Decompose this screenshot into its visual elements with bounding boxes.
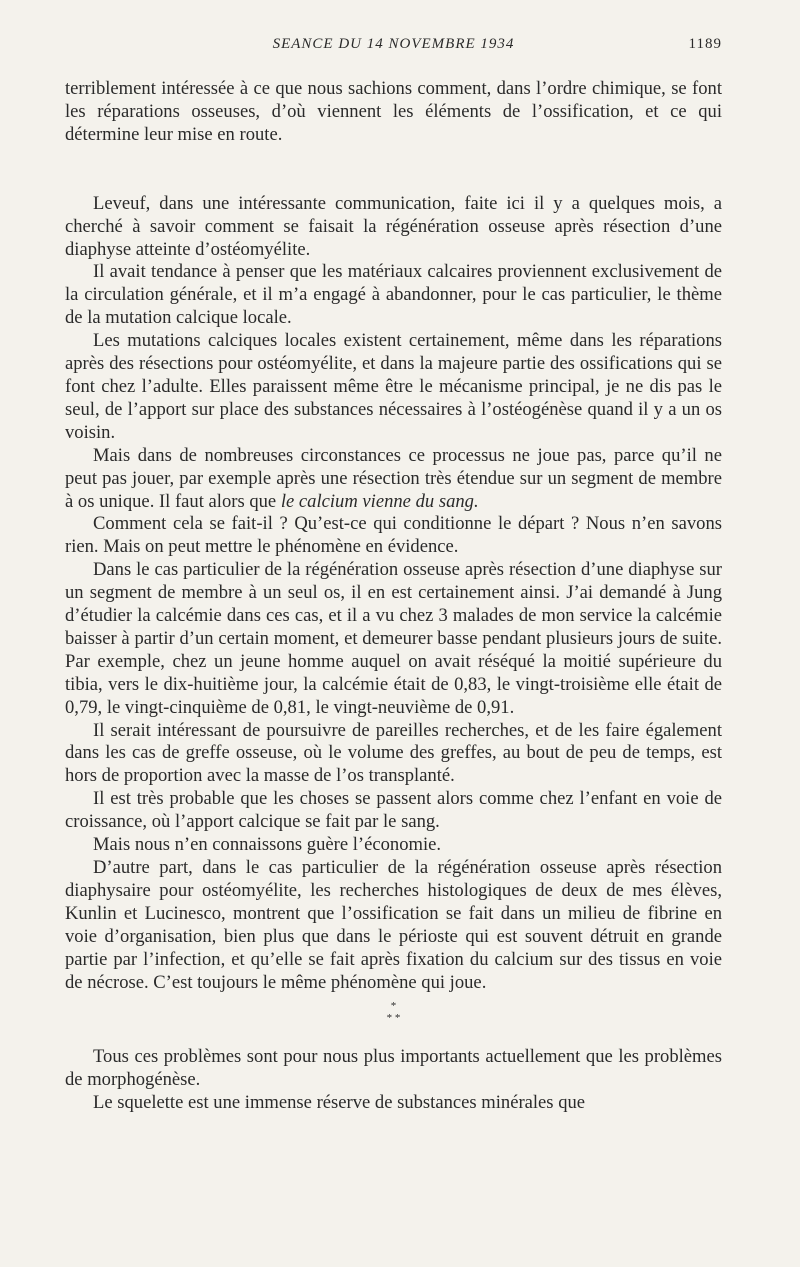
- paragraph: Dans le cas particulier de la régénération osseuse après résection d’une diaphyse sur un segment de membre à un seul os, il en est certainement ainsi. J’ai demandé à Jung d’étudier la calcémie dans ces cas, et il a vu chez 3 malades de mon service la calcémie baisser à partir d’un certain moment, et demeurer basse pendant plusieurs jours de suite. Par exemple, chez un jeune homme auquel on avait réséqué la moitié supérieure du tibia, vers le dix-huitième jour, la calcémie était de 0,83, le vingt-troisième elle était de 0,79, le vingt-cinquième de 0,81, le vingt-neuvième de 0,91.: [65, 559, 722, 718]
- italic-phrase: le calcium vienne du sang.: [280, 490, 479, 512]
- paragraph: terriblement intéressée à ce que nous sachions comment, dans l’ordre chimique, se font les réparations osseuses, d’où viennent les éléments de l’ossification, et ce qui détermine leur mise en route.: [65, 78, 722, 145]
- paragraph-gap: [65, 147, 722, 193]
- paragraph-text: Mais dans de nombreuses circonstances ce processus ne joue pas, parce qu’il ne peut pas jouer, par exemple après une résection très étendue sur un segment de membre à os unique. Il faut alors que: [65, 444, 722, 512]
- paragraph: Il avait tendance à penser que les matériaux calcaires proviennent exclusivement de la circulation générale, et il m’a engagé à abandonner, pour le cas particulier, le thème de la mutation calcique locale.: [65, 261, 722, 329]
- paragraph: Comment cela se fait-il ? Qu’est-ce qui conditionne le départ ? Nous n’en savons rien. Mais on peut mettre le phénomène en évidence.: [65, 513, 722, 558]
- running-title: SEANCE DU 14 NOVEMBRE 1934: [272, 36, 515, 52]
- section-separator: [65, 994, 722, 1046]
- separator-star-bottom: * *: [386, 1012, 401, 1025]
- paragraph: [65, 445, 722, 514]
- separator-star-top: *: [390, 1000, 397, 1013]
- paragraph: Mais nous n’en connaissons guère l’économie.: [93, 834, 442, 856]
- paragraph: Les mutations calciques locales existent certainement, même dans les réparations après des résections pour ostéomyélite, et dans la majeure partie des ossifications qui se font chez l’adulte. Elles paraissent même être le mécanisme principal, je ne dis pas le seul, de l’apport sur place des substances nécessaires à l’ostéogénèse quand il y a un os voisin.: [65, 330, 722, 443]
- paragraph: Tous ces problèmes sont pour nous plus importants actuellement que les problèmes de morphogénèse.: [65, 1046, 722, 1091]
- paragraph: Il est très probable que les choses se passent alors comme chez l’enfant en voie de croissance, où l’apport calcique se fait par le sang.: [65, 788, 722, 833]
- paragraph: Le squelette est une immense réserve de substances minérales que: [93, 1092, 586, 1114]
- paragraph: Il serait intéressant de poursuivre de pareilles recherches, et de les faire également dans les cas de greffe osseuse, où le volume des greffes, au bout de peu de temps, est hors de proportion avec la masse de l’os transplanté.: [65, 719, 722, 787]
- paragraph: Leveuf, dans une intéressante communication, faite ici il y a quelques mois, a cherché à savoir comment se faisait la régénération osseuse après résection d’une diaphyse atteinte d’ostéomyélite.: [65, 192, 722, 260]
- page-number: 1189: [688, 36, 722, 52]
- body-text: [65, 78, 722, 1115]
- paragraph: D’autre part, dans le cas particulier de la régénération osseuse après résection diaphysaire pour ostéomyélite, les recherches histologiques de deux de mes élèves, Kunlin et Lucinesco, montrent que l’ossification se fait dans un milieu de fibrine en voie d’organisation, bien plus que dans le périoste qui est souvent détruit en grande partie par l’infection, et qu’elle se fait après fixation du calcium sur des tissus en voie de nécrose. C’est toujours le même phénomène qui joue.: [65, 857, 722, 993]
- running-header: [65, 36, 722, 60]
